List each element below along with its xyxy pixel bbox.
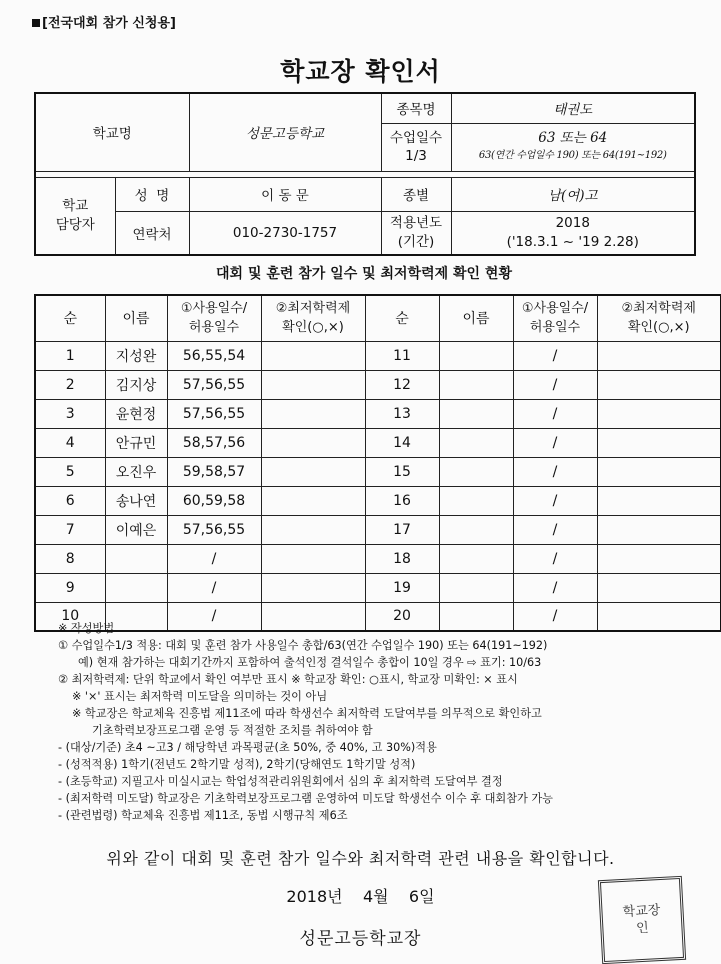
row-no-right: 18 xyxy=(365,544,439,573)
school-seal: 학교장인 xyxy=(598,876,686,964)
col-check-right: ②최저학력제 확인(○,×) xyxy=(597,295,721,341)
row-check xyxy=(261,457,365,486)
row-check-right xyxy=(597,370,721,399)
row-check-right xyxy=(597,544,721,573)
row-no: 8 xyxy=(35,544,105,573)
row-no-right: 14 xyxy=(365,428,439,457)
row-no: 1 xyxy=(35,341,105,370)
date-text: 2018년 4월 6일 xyxy=(286,887,435,906)
row-no: 9 xyxy=(35,573,105,602)
note-line: - (최저학력 미도달) 학교장은 기초학력보장프로그램 운영하여 미도달 학생선수 이수 후 대회참가 가능 xyxy=(58,792,553,805)
row-days-right: / xyxy=(513,544,597,573)
table-row xyxy=(35,573,721,602)
row-check xyxy=(261,602,365,631)
row-days: 57,56,55 xyxy=(167,515,261,544)
row-days-right: / xyxy=(513,573,597,602)
table-row xyxy=(35,370,721,399)
contact-label: 연락처 xyxy=(115,211,189,255)
row-days: 58,57,56 xyxy=(167,428,261,457)
row-name-right xyxy=(439,457,513,486)
table-row xyxy=(35,341,721,370)
row-no: 3 xyxy=(35,399,105,428)
row-check-right xyxy=(597,457,721,486)
row-check-right xyxy=(597,428,721,457)
name-label: 성 명 xyxy=(115,177,189,211)
note-line: - (성적적용) 1학기(전년도 2학기말 성적), 2학기(당해연도 1학기말 성적) xyxy=(58,758,416,771)
row-name-right xyxy=(439,370,513,399)
note-line: 예) 현재 참가하는 대회기간까지 포함하여 출석인정 결석일수 총합이 10일 경우 ⇨ 표기: 10/63 xyxy=(78,656,542,669)
row-no-right: 11 xyxy=(365,341,439,370)
row-name-right xyxy=(439,515,513,544)
row-check xyxy=(261,341,365,370)
row-days: / xyxy=(167,602,261,631)
row-name-right xyxy=(439,602,513,631)
row-days: / xyxy=(167,544,261,573)
note-line: - (관련법령) 학교체육 진흥법 제11조, 동법 시행규칙 제6조 xyxy=(58,809,348,822)
contact-value: 010-2730-1757 xyxy=(189,211,381,255)
row-name: 김지상 xyxy=(105,370,167,399)
days-label: 수업일수 1/3 xyxy=(381,123,451,171)
row-no-right: 16 xyxy=(365,486,439,515)
note-line: - (대상/기준) 초4 ~고3 / 해당학년 과목평균(초 50%, 중 40%, 고 30%)적용 xyxy=(58,741,437,754)
section-title: 대회 및 훈련 참가 일수 및 최저학력제 확인 현황 xyxy=(216,266,512,282)
form-tag xyxy=(32,12,176,31)
row-no-right: 15 xyxy=(365,457,439,486)
row-check-right xyxy=(597,399,721,428)
col-days: ①사용일수/ 허용일수 xyxy=(167,295,261,341)
row-name-right xyxy=(439,486,513,515)
row-days: 59,58,57 xyxy=(167,457,261,486)
note-line: 기초학력보장프로그램 운영 등 적절한 조치를 취하여야 함 xyxy=(92,724,373,737)
form-tag-text: [전국대회 참가 신청용] xyxy=(42,16,176,31)
row-check xyxy=(261,486,365,515)
row-days: 57,56,55 xyxy=(167,399,261,428)
row-check-right xyxy=(597,486,721,515)
row-name-right xyxy=(439,573,513,602)
table-row xyxy=(35,399,721,428)
row-no-right: 17 xyxy=(365,515,439,544)
row-days-right: / xyxy=(513,602,597,631)
category-value: 남(여)고 xyxy=(451,177,695,211)
school-label: 학교명 xyxy=(35,93,189,171)
note-line: ※ 작성방법 xyxy=(58,622,115,635)
row-days: 56,55,54 xyxy=(167,341,261,370)
table-row xyxy=(35,602,721,631)
page-title: 학교장 확인서 xyxy=(280,57,441,86)
row-no: 2 xyxy=(35,370,105,399)
row-no: 6 xyxy=(35,486,105,515)
row-days: 60,59,58 xyxy=(167,486,261,515)
row-check xyxy=(261,370,365,399)
school-value: 성문고등학교 xyxy=(189,93,381,171)
row-check xyxy=(261,428,365,457)
note-line: ※ 학교장은 학교체육 진흥법 제11조에 따라 학생선수 최저학력 도달여부를 의무적으로 확인하고 xyxy=(72,707,542,720)
table-row xyxy=(35,486,721,515)
row-name-right xyxy=(439,341,513,370)
col-check: ②최저학력제 확인(○,×) xyxy=(261,295,365,341)
row-name-right xyxy=(439,399,513,428)
row-check-right xyxy=(597,573,721,602)
table-row xyxy=(35,457,721,486)
col-days-right: ①사용일수/ 허용일수 xyxy=(513,295,597,341)
row-days-right: / xyxy=(513,486,597,515)
principal-name: 성문고등학교장 xyxy=(299,929,422,949)
row-no-right: 20 xyxy=(365,602,439,631)
row-no-right: 12 xyxy=(365,370,439,399)
square-bullet-icon xyxy=(32,19,40,27)
row-check xyxy=(261,573,365,602)
event-value: 태권도 xyxy=(451,93,695,123)
row-name: 송나연 xyxy=(105,486,167,515)
row-days: 57,56,55 xyxy=(167,370,261,399)
note-line: ※ '×' 표시는 최저학력 미도달을 의미하는 것이 아님 xyxy=(72,690,328,703)
row-check-right xyxy=(597,515,721,544)
row-name xyxy=(105,573,167,602)
row-name: 이예은 xyxy=(105,515,167,544)
row-no-right: 13 xyxy=(365,399,439,428)
row-name: 지성완 xyxy=(105,341,167,370)
row-days-right: / xyxy=(513,428,597,457)
row-check xyxy=(261,399,365,428)
year-label: 적용년도 (기간) xyxy=(381,211,451,255)
table-row xyxy=(35,428,721,457)
row-no: 7 xyxy=(35,515,105,544)
row-name: 윤현정 xyxy=(105,399,167,428)
row-no-right: 19 xyxy=(365,573,439,602)
col-no-right: 순 xyxy=(365,295,439,341)
row-name-right xyxy=(439,428,513,457)
name-value: 이 동 문 xyxy=(189,177,381,211)
year-value: 2018 ('18.3.1 ~ '19 2.28) xyxy=(451,211,695,255)
row-check-right xyxy=(597,341,721,370)
row-no: 4 xyxy=(35,428,105,457)
row-days-right: / xyxy=(513,370,597,399)
table-row xyxy=(35,544,721,573)
header-table xyxy=(34,92,696,256)
days-value: 63 또는 64 63(연간 수업일수 190) 또는 64(191~192) xyxy=(451,123,695,171)
row-days: / xyxy=(167,573,261,602)
col-name-right: 이름 xyxy=(439,295,513,341)
note-line: ① 수업일수1/3 적용: 대회 및 훈련 참가 사용일수 총합/63(연간 수업일수 190) 또는 64(191~192) xyxy=(58,639,548,652)
participation-table xyxy=(34,294,721,632)
row-name: 안규민 xyxy=(105,428,167,457)
row-days-right: / xyxy=(513,341,597,370)
row-check xyxy=(261,515,365,544)
col-name: 이름 xyxy=(105,295,167,341)
event-label: 종목명 xyxy=(381,93,451,123)
row-name xyxy=(105,602,167,631)
row-no: 10 xyxy=(35,602,105,631)
col-no: 순 xyxy=(35,295,105,341)
row-name xyxy=(105,544,167,573)
row-days-right: / xyxy=(513,457,597,486)
table-header-row xyxy=(35,295,721,341)
row-name-right xyxy=(439,544,513,573)
row-check-right xyxy=(597,602,721,631)
row-days-right: / xyxy=(513,399,597,428)
row-name: 오진우 xyxy=(105,457,167,486)
note-line: - (초등학교) 지필고사 미실시교는 학업성적관리위원회에서 심의 후 최저학력 도달여부 결정 xyxy=(58,775,503,788)
category-label: 종별 xyxy=(381,177,451,211)
table-row xyxy=(35,515,721,544)
confirm-text: 위와 같이 대회 및 훈련 참가 일수와 최저학력 관련 내용을 확인합니다. xyxy=(106,849,615,868)
row-no: 5 xyxy=(35,457,105,486)
note-line: ② 최저학력제: 단위 학교에서 확인 여부만 표시 ※ 학교장 확인: ○표시, 학교장 미확인: × 표시 xyxy=(58,673,518,686)
row-days-right: / xyxy=(513,515,597,544)
manager-label: 학교 담당자 xyxy=(35,177,115,255)
row-check xyxy=(261,544,365,573)
